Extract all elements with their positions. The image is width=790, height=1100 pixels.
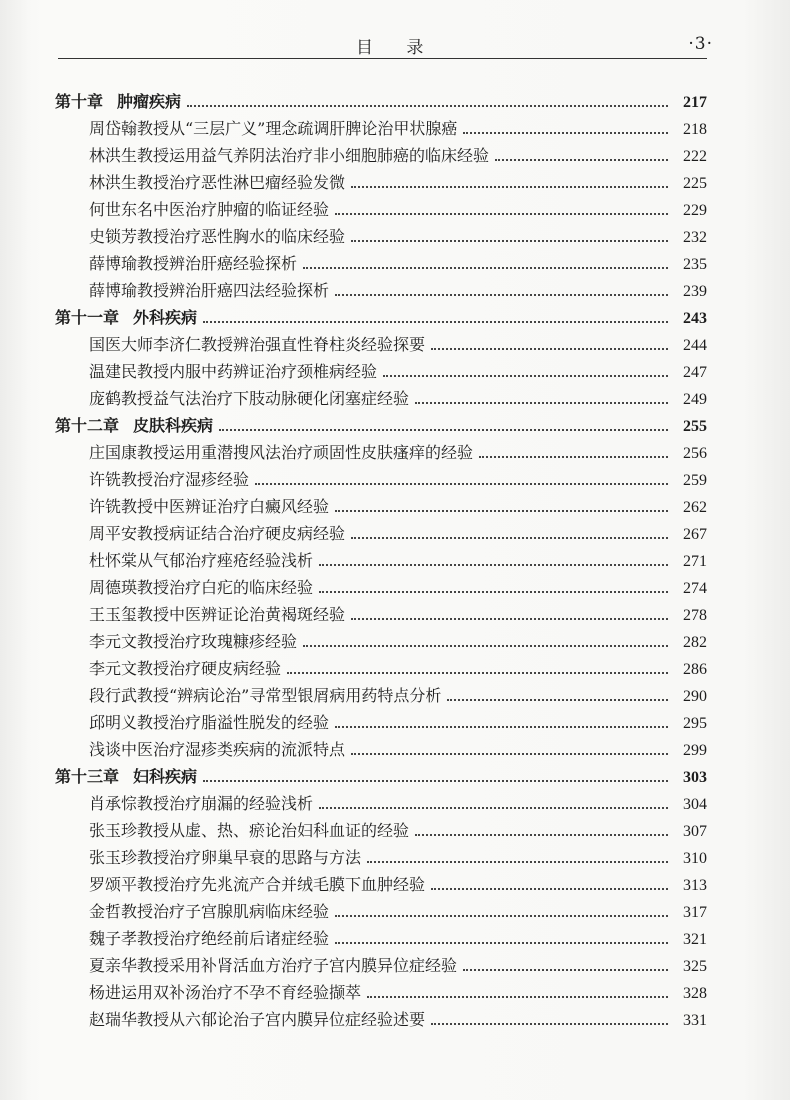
toc-page-number: 232: [683, 229, 707, 246]
dot-leader: [351, 618, 668, 620]
dot-leader: [319, 807, 668, 809]
toc-entry-row: [55, 493, 707, 520]
entry-title: 邱明义教授治疗脂溢性脱发的经验: [89, 713, 330, 732]
entry-title: 温建民教授内服中药辨证治疗颈椎病经验: [89, 362, 378, 381]
entry-title: 杨进运用双补汤治疗不孕不育经验撷萃: [89, 983, 362, 1002]
entry-title: 林洪生教授治疗恶性淋巴瘤经验发微: [89, 173, 346, 192]
dot-leader: [463, 969, 668, 971]
entry-title: 段行武教授“辨病论治”寻常型银屑病用药特点分析: [89, 686, 442, 705]
toc-page-number: 225: [683, 175, 707, 192]
dot-leader: [335, 726, 668, 728]
toc-entry-row: [55, 628, 707, 655]
entry-title: 薛博瑜教授辨治肝癌经验探析: [89, 254, 298, 273]
toc-page-number: 331: [683, 1012, 707, 1029]
toc-page-number: 218: [683, 121, 707, 138]
entry-title: 浅谈中医治疗湿疹类疾病的流派特点: [89, 740, 346, 759]
dot-leader: [367, 996, 668, 998]
chapter-number: 第十章: [55, 92, 104, 111]
toc-page-number: 239: [683, 283, 707, 300]
toc-page-number: 299: [683, 742, 707, 759]
dot-leader: [431, 348, 668, 350]
toc-entry-row: [55, 601, 707, 628]
dot-leader: [431, 1023, 668, 1025]
toc-entry-row: [55, 250, 707, 277]
dot-leader: [303, 645, 668, 647]
toc-entry-row: [55, 547, 707, 574]
chapter-title: 肿瘤疾病: [117, 92, 182, 111]
dot-leader: [351, 186, 668, 188]
toc-entry-row: [55, 223, 707, 250]
entry-title: 赵瑞华教授从六郁论治子宫内膜异位症经验述要: [89, 1010, 426, 1029]
entry-title: 周平安教授病证结合治疗硬皮病经验: [89, 524, 346, 543]
toc-page-number: 325: [683, 958, 707, 975]
toc-entry-row: [55, 790, 707, 817]
entry-title: 杜怀棠从气郁治疗痤疮经验浅析: [89, 551, 314, 570]
dot-leader: [335, 294, 668, 296]
dot-leader: [495, 159, 668, 161]
toc-page-number: 267: [683, 526, 707, 543]
toc-entry-row: [55, 1006, 707, 1033]
toc-entry-row: [55, 898, 707, 925]
page-header: [0, 0, 790, 74]
entry-title: 罗颂平教授治疗先兆流产合并绒毛膜下血肿经验: [89, 875, 426, 894]
toc-entry-row: [55, 925, 707, 952]
toc-entry-row: [55, 709, 707, 736]
toc-page-number: 278: [683, 607, 707, 624]
entry-title: 魏子孝教授治疗绝经前后诸症经验: [89, 929, 330, 948]
toc-entry-row: [55, 466, 707, 493]
toc-entry-row: [55, 115, 707, 142]
dot-leader: [303, 267, 668, 269]
toc-page-number: 235: [683, 256, 707, 273]
toc-page-number: 243: [683, 310, 707, 327]
toc-page-number: 310: [683, 850, 707, 867]
entry-title: 史锁芳教授治疗恶性胸水的临床经验: [89, 227, 346, 246]
toc-page-number: 290: [683, 688, 707, 705]
toc-entry-row: [55, 844, 707, 871]
toc-page-number: 304: [683, 796, 707, 813]
toc-entry-row: [55, 736, 707, 763]
entry-title: 夏亲华教授采用补肾活血方治疗子宫内膜异位症经验: [89, 956, 458, 975]
chapter-number: 第十一章: [55, 308, 120, 327]
toc-chapter-row: [55, 763, 707, 790]
entry-title: 庞鹤教授益气法治疗下肢动脉硬化闭塞症经验: [89, 389, 410, 408]
toc-entry-row: [55, 655, 707, 682]
dot-leader: [203, 321, 668, 323]
toc-page-number: 303: [683, 769, 707, 786]
toc-entry-row: [55, 358, 707, 385]
entry-title: 庄国康教授运用重潜搜风法治疗顽固性皮肤瘙痒的经验: [89, 443, 474, 462]
toc-chapter-row: [55, 304, 707, 331]
toc-entry-row: [55, 385, 707, 412]
entry-title: 何世东名中医治疗肿瘤的临证经验: [89, 200, 330, 219]
entry-title: 张玉珍教授从虚、热、瘀论治妇科血证的经验: [89, 821, 410, 840]
dot-leader: [447, 699, 668, 701]
dot-leader: [351, 240, 668, 242]
entry-title: 许铣教授中医辨证治疗白癜风经验: [89, 497, 330, 516]
toc-page-number: 313: [683, 877, 707, 894]
toc-entry-row: [55, 277, 707, 304]
entry-title: 李元文教授治疗硬皮病经验: [89, 659, 282, 678]
chapter-number: 第十三章: [55, 767, 120, 786]
toc-page-number: 295: [683, 715, 707, 732]
entry-title: 王玉玺教授中医辨证论治黄褐斑经验: [89, 605, 346, 624]
dot-leader: [287, 672, 668, 674]
toc-entry-row: [55, 169, 707, 196]
entry-title: 周德瑛教授治疗白疕的临床经验: [89, 578, 314, 597]
dot-leader: [479, 456, 668, 458]
dot-leader: [319, 591, 668, 593]
chapter-title: 外科疾病: [133, 308, 198, 327]
toc-page-number: 286: [683, 661, 707, 678]
entry-title: 薛博瑜教授辨治肝癌四法经验探析: [89, 281, 330, 300]
toc-page-number: 247: [683, 364, 707, 381]
dot-leader: [367, 861, 668, 863]
page-number: ·3·: [688, 34, 713, 54]
toc-page-number: 259: [683, 472, 707, 489]
dot-leader: [187, 105, 668, 107]
dot-leader: [203, 780, 668, 782]
toc-entry-row: [55, 871, 707, 898]
toc-page-number: 262: [683, 499, 707, 516]
entry-title: 肖承悰教授治疗崩漏的经验浅析: [89, 794, 314, 813]
dot-leader: [463, 132, 668, 134]
dot-leader: [415, 834, 668, 836]
toc-entry-row: [55, 817, 707, 844]
toc-chapter-row: [55, 88, 707, 115]
entry-title: 周岱翰教授从“三层广义”理念疏调肝脾论治甲状腺癌: [89, 119, 458, 138]
dot-leader: [335, 915, 668, 917]
header-rule: [58, 58, 707, 59]
toc-page-number: 256: [683, 445, 707, 462]
toc-page-number: 274: [683, 580, 707, 597]
toc-page-number: 244: [683, 337, 707, 354]
toc-entry-row: [55, 952, 707, 979]
entry-title: 李元文教授治疗玫瑰糠疹经验: [89, 632, 298, 651]
dot-leader: [431, 888, 668, 890]
toc-page-number: 321: [683, 931, 707, 948]
dot-leader: [415, 402, 668, 404]
toc-page-number: 229: [683, 202, 707, 219]
toc-page-number: 317: [683, 904, 707, 921]
toc-page-number: 249: [683, 391, 707, 408]
page-shadow: [0, 0, 32, 1100]
dot-leader: [319, 564, 668, 566]
entry-title: 许铣教授治疗湿疹经验: [89, 470, 250, 489]
entry-title: 张玉珍教授治疗卵巢早衰的思路与方法: [89, 848, 362, 867]
entry-title: 林洪生教授运用益气养阴法治疗非小细胞肺癌的临床经验: [89, 146, 490, 165]
entry-title: 国医大师李济仁教授辨治强直性脊柱炎经验探要: [89, 335, 426, 354]
chapter-title: 皮肤科疾病: [133, 416, 214, 435]
toc-entry-row: [55, 439, 707, 466]
toc-entry-row: [55, 979, 707, 1006]
dot-leader: [335, 510, 668, 512]
dot-leader: [383, 375, 668, 377]
chapter-title: 妇科疾病: [133, 767, 198, 786]
toc-page-number: 307: [683, 823, 707, 840]
entry-title: 金哲教授治疗子宫腺肌病临床经验: [89, 902, 330, 921]
toc-entry-row: [55, 142, 707, 169]
page-title: 目 录: [356, 38, 438, 58]
toc-page-number: 255: [683, 418, 707, 435]
toc-entry-row: [55, 682, 707, 709]
toc-entry-row: [55, 196, 707, 223]
toc-chapter-row: [55, 412, 707, 439]
dot-leader: [335, 213, 668, 215]
dot-leader: [335, 942, 668, 944]
toc-entry-row: [55, 574, 707, 601]
chapter-number: 第十二章: [55, 416, 120, 435]
toc-page-number: 271: [683, 553, 707, 570]
toc-entry-row: [55, 331, 707, 358]
dot-leader: [351, 537, 668, 539]
toc-page-number: 328: [683, 985, 707, 1002]
dot-leader: [219, 429, 668, 431]
table-of-contents: [55, 88, 707, 1033]
dot-leader: [255, 483, 668, 485]
dot-leader: [351, 753, 668, 755]
toc-entry-row: [55, 520, 707, 547]
toc-page-number: 282: [683, 634, 707, 651]
toc-page-number: 217: [683, 94, 707, 111]
toc-page-number: 222: [683, 148, 707, 165]
